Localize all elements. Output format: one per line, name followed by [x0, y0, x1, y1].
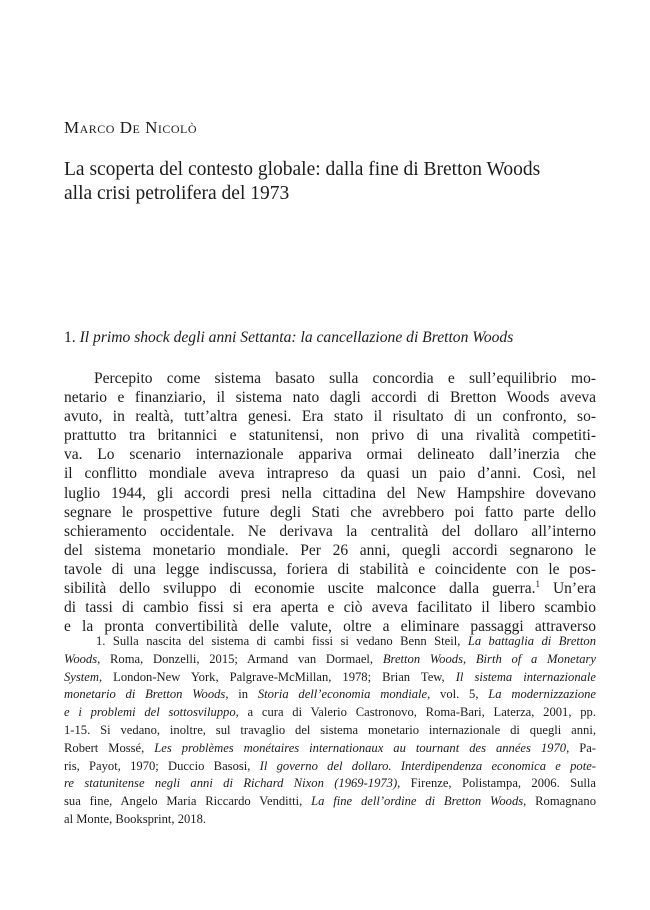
footnote-line: re statunitense negli anni di Richard Nixon (1969-1973), Firenze, Polistampa, 2006. Sulla [64, 776, 596, 791]
body-line: il conflitto mondiale aveva intrapreso da quasi un paio d’anni. Così, nel [64, 465, 596, 483]
footnote [64, 633, 596, 829]
body-line-tail: Un’era [540, 580, 596, 598]
footnote-line: e i problemi del sottosviluppo, a cura di Valerio Castronovo, Roma-Bari, Laterza, 2001, pp. [64, 705, 596, 720]
body-line: segnare le prospettive future degli Stati che avrebbero poi fatto parte dello [64, 503, 596, 521]
footnote-reference[interactable]: 1 [535, 579, 541, 590]
footnote-line: Robert Mossé, Les problèmes monétaires internationaux au tournant des années 1970, Pa- [64, 740, 596, 755]
title-line-2: alla crisi petrolifera del 1973 [64, 183, 290, 204]
author-name: Marco De Nicolò [64, 118, 198, 137]
footnote-line: sua fine, Angelo Maria Riccardo Venditti, La fine dell’ordine di Bretton Woods, Romagnano [64, 794, 596, 809]
body-line: luglio 1944, gli accordi presi nella cittadina del New Hampshire dovevano [64, 484, 596, 502]
article-title [64, 158, 594, 206]
body-line-text: sibilità dello sviluppo di economie uscite malconce dalla guerra. [64, 580, 536, 598]
section-heading [64, 329, 594, 347]
footnote-line: al Monte, Booksprint, 2018. [64, 811, 207, 826]
body-paragraph [64, 369, 596, 636]
body-line: avuto, in realtà, tutt’altra genesi. Era stato il risultato di un confronto, so- [64, 408, 596, 426]
footnote-line: 1-15. Si vedano, inoltre, sul travaglio del sistema monetario internazionale di quegli anni, [64, 722, 596, 737]
footnote-line: Woods, Roma, Donzelli, 2015; Armand van Dormael, Bretton Woods, Birth of a Monetary [64, 651, 596, 666]
body-line: netario e finanziario, il sistema nato dagli accordi di Bretton Woods aveva [64, 389, 596, 407]
body-line: di tassi di cambio fissi si era aperta e ciò aveva facilitato il libero scambio [64, 599, 596, 617]
body-line: del sistema monetario mondiale. Per 26 anni, quegli accordi segnarono le [64, 541, 596, 559]
title-line-1: La scoperta del contesto globale: dalla fine di Bretton Woods [64, 159, 541, 180]
section-title: Il primo shock degli anni Settanta: la cancellazione di Bretton Woods [79, 329, 514, 346]
body-line: prattutto tra britannici e statunitensi, non privo di una rivalità competiti- [64, 427, 596, 445]
body-line: va. Lo scenario internazionale appariva ormai delineato dall’inerzia che [64, 446, 596, 464]
body-line [64, 579, 596, 598]
footnote-line: monetario di Bretton Woods, in Storia dell’economia mondiale, vol. 5, La modernizzazione [64, 687, 597, 702]
body-line: e la pronta convertibilità delle valute, oltre a eliminare passaggi attraverso [64, 618, 596, 636]
footnote-line: System, London-New York, Palgrave-McMillan, 1978; Brian Tew, Il sistema internazionale [64, 669, 596, 684]
footnote-line: 1. Sulla nascita del sistema di cambi fissi si vedano Benn Steil, La battaglia di Bretton [96, 634, 596, 648]
body-line: Percepito come sistema basato sulla concordia e sull’equilibrio mo- [94, 370, 596, 387]
body-line: tavole di una legge indiscussa, foriera di stabilità e coincidente con le pos- [64, 560, 596, 578]
body-line: schieramento occidentale. Ne derivava la centralità del dollaro all’interno [64, 522, 596, 540]
footnote-line: ris, Payot, 1970; Duccio Basosi, Il governo del dollaro. Interdipendenza economica e pote- [64, 758, 596, 773]
section-number: 1. [64, 329, 76, 346]
